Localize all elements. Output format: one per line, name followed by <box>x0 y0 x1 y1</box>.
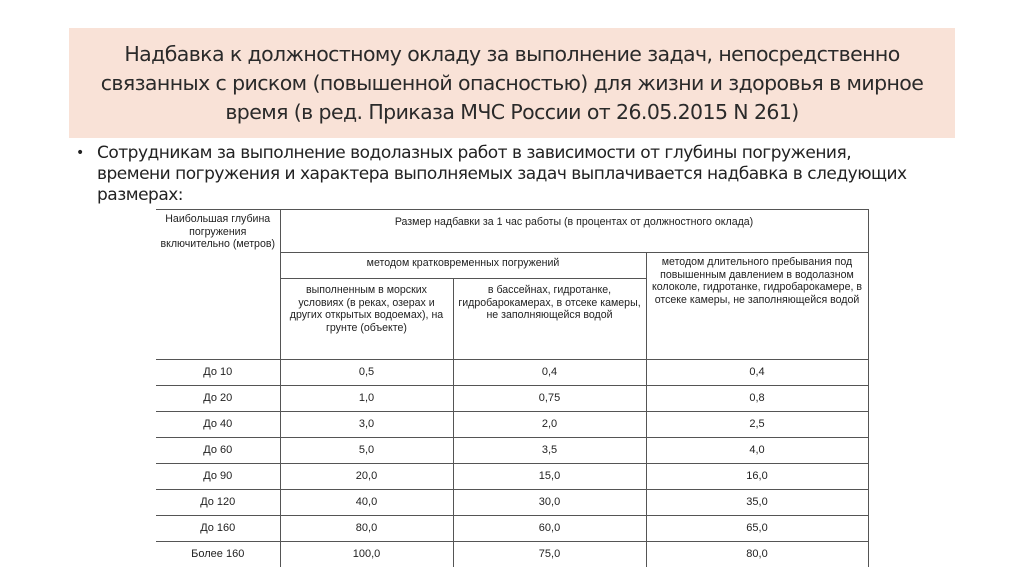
cell-long: 16,0 <box>646 464 868 490</box>
cell-long: 65,0 <box>646 516 868 542</box>
cell-sea: 0,5 <box>280 360 453 386</box>
table-row <box>156 516 868 542</box>
table-row <box>156 542 868 568</box>
bullet-text: Сотрудникам за выполнение водолазных работ в зависимости от глубины погружения, времени погружения и характера выполняемых задач выплачивается надбавка в следующих размерах: <box>97 143 907 205</box>
table-row <box>156 386 868 412</box>
cell-depth: До 60 <box>156 438 280 464</box>
cell-sea: 20,0 <box>280 464 453 490</box>
cell-long: 2,5 <box>646 412 868 438</box>
cell-long: 0,8 <box>646 386 868 412</box>
cell-long: 80,0 <box>646 542 868 568</box>
cell-depth: До 10 <box>156 360 280 386</box>
cell-pool: 15,0 <box>453 464 646 490</box>
cell-depth: До 20 <box>156 386 280 412</box>
table-row <box>156 490 868 516</box>
cell-sea: 100,0 <box>280 542 453 568</box>
table-row <box>156 438 868 464</box>
cell-pool: 0,75 <box>453 386 646 412</box>
header-depth: Наибольшая глубина погружения включительно (метров) <box>156 210 280 360</box>
header-short-method: методом кратковременных погружений <box>280 253 646 279</box>
cell-pool: 2,0 <box>453 412 646 438</box>
table-row <box>156 360 868 386</box>
cell-sea: 1,0 <box>280 386 453 412</box>
cell-pool: 3,5 <box>453 438 646 464</box>
cell-pool: 30,0 <box>453 490 646 516</box>
table-row <box>156 464 868 490</box>
cell-depth: До 120 <box>156 490 280 516</box>
slide-title: Надбавка к должностному окладу за выполнение задач, непосредственно связанных с риском (повышенной опасностью) для жизни и здоровья в мирное время (в ред. Приказа МЧС России от 26.05.2015 N 261) <box>100 41 924 124</box>
header-sea: выполненным в морских условиях (в реках, озерах и других открытых водоемах), на грунте (объекте) <box>280 279 453 360</box>
cell-sea: 5,0 <box>280 438 453 464</box>
header-size: Размер надбавки за 1 час работы (в процентах от должностного оклада) <box>280 210 868 253</box>
cell-sea: 40,0 <box>280 490 453 516</box>
cell-depth: До 90 <box>156 464 280 490</box>
cell-pool: 75,0 <box>453 542 646 568</box>
cell-depth: До 160 <box>156 516 280 542</box>
header-long-method: методом длительного пребывания под повышенным давлением в водолазном колоколе, гидротанке, гидробарокамере, в отсеке камеры, не заполняющейся водой <box>646 253 868 360</box>
cell-depth: Более 160 <box>156 542 280 568</box>
table-row <box>156 412 868 438</box>
cell-pool: 60,0 <box>453 516 646 542</box>
slide-title-box <box>69 28 955 138</box>
cell-long: 35,0 <box>646 490 868 516</box>
header-pool: в бассейнах, гидротанке, гидробарокамерах, в отсеке камеры, не заполняющейся водой <box>453 279 646 360</box>
cell-long: 0,4 <box>646 360 868 386</box>
cell-depth: До 40 <box>156 412 280 438</box>
cell-long: 4,0 <box>646 438 868 464</box>
cell-sea: 3,0 <box>280 412 453 438</box>
bullet-paragraph <box>76 143 916 206</box>
cell-sea: 80,0 <box>280 516 453 542</box>
bullet-icon: • <box>76 145 84 161</box>
cell-pool: 0,4 <box>453 360 646 386</box>
allowance-table <box>156 209 869 567</box>
